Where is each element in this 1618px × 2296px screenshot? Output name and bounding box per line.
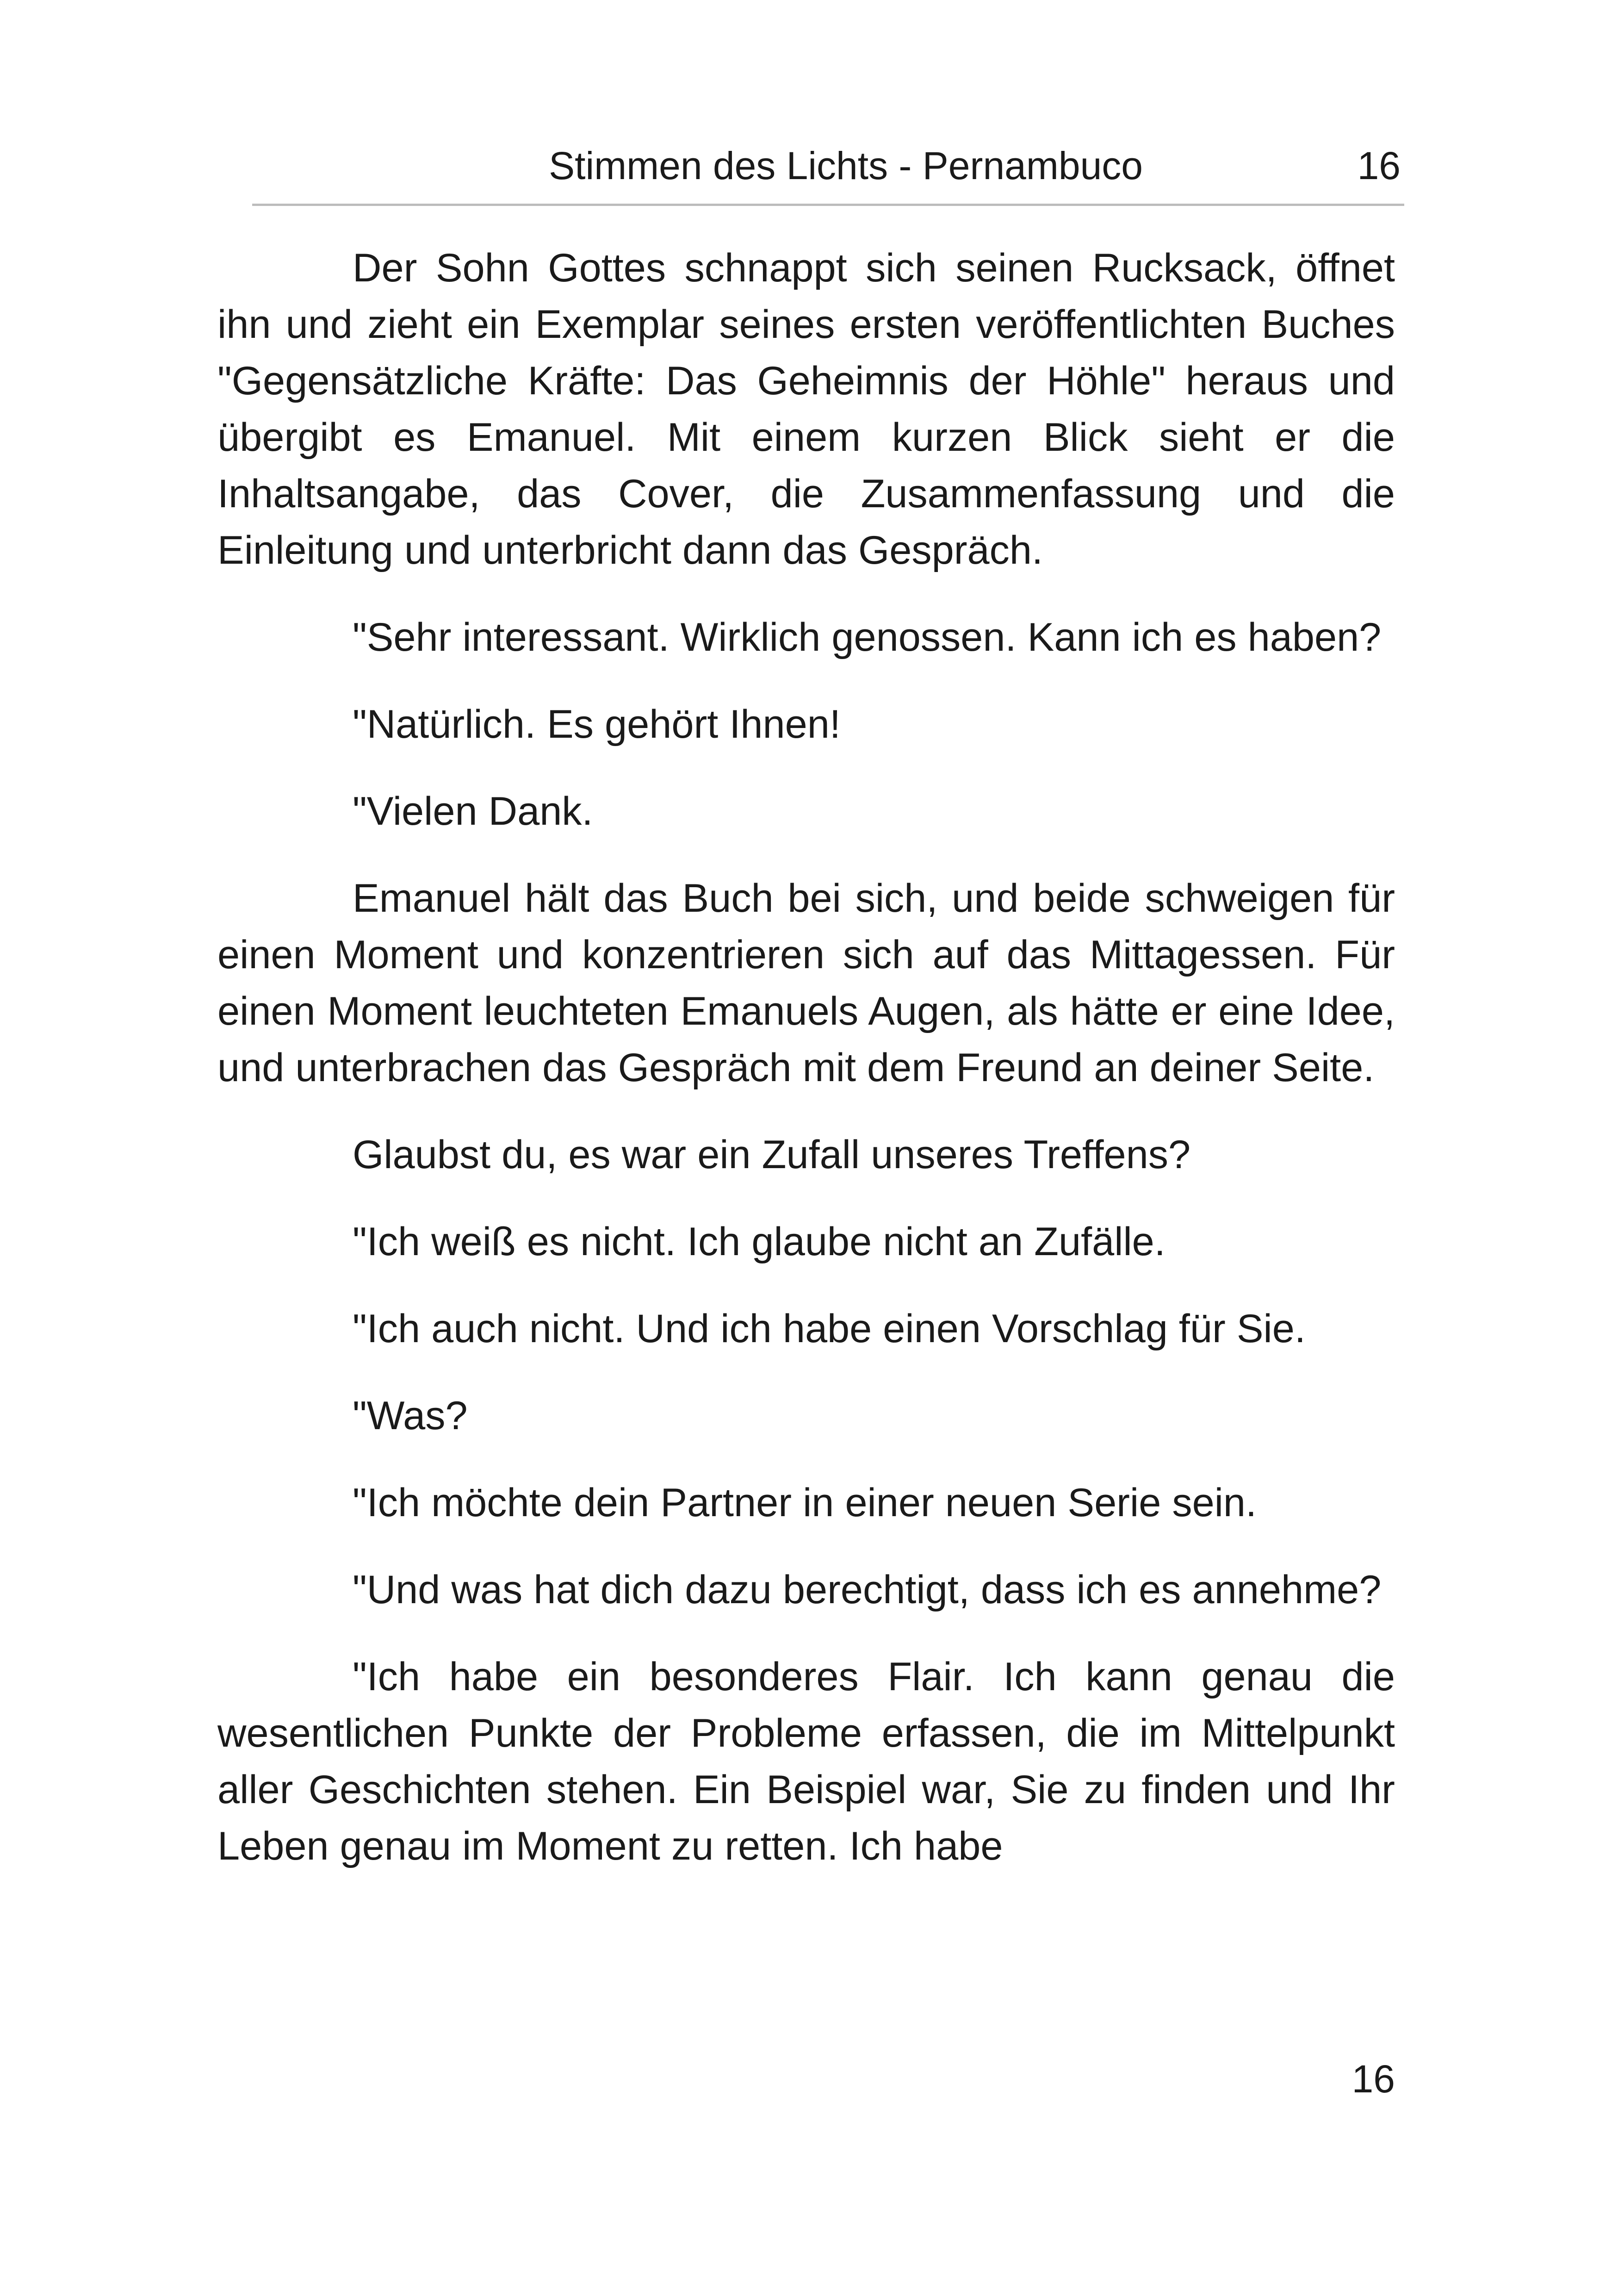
paragraph: "Was? [353, 1394, 468, 1438]
header-book-title: Stimmen des Lichts - Pernambuco [549, 144, 1143, 187]
paragraph: "Vielen Dank. [353, 789, 593, 834]
paragraph: Emanuel hält das Buch bei sich, und beide schweigen für einen Moment und konzentrieren sich auf das Mittagessen. Für einen Moment leuchteten Emanuels Augen, als hätte er eine Idee, und unterbrachen das Gespräch mit dem Freund an deiner Seite. [217, 876, 1395, 1090]
paragraph: "Ich auch nicht. Und ich habe einen Vorschlag für Sie. [353, 1307, 1306, 1351]
paragraph: "Ich weiß es nicht. Ich glaube nicht an Zufälle. [353, 1220, 1165, 1264]
header-page-number: 16 [1357, 144, 1401, 187]
paragraph: "Natürlich. Es gehört Ihnen! [353, 702, 841, 747]
paragraph: "Sehr interessant. Wirklich genossen. Kann ich es haben? [353, 615, 1382, 660]
footer-page-number: 16 [1351, 2057, 1395, 2101]
paragraph: Der Sohn Gottes schnappt sich seinen Rucksack, öffnet ihn und zieht ein Exemplar seines ersten veröffentlichten Buches "Gegensätzliche Kräfte: Das Geheimnis der Höhle" heraus und übergibt es Emanuel. Mit einem kurzen Blick sieht er die Inhaltsangabe, das Cover, die Zusammenfassung und die Einleitung und unterbricht dann das Gespräch. [217, 246, 1395, 572]
paragraph: "Und was hat dich dazu berechtigt, dass ich es annehme? [353, 1568, 1382, 1612]
running-header [252, 134, 1404, 206]
body-text [217, 240, 1395, 1905]
paragraph: Glaubst du, es war ein Zufall unseres Treffens? [353, 1132, 1191, 1177]
paragraph: "Ich habe ein besonderes Flair. Ich kann genau die wesentlichen Punkte der Probleme erfassen, die im Mittelpunkt aller Geschichten stehen. Ein Beispiel war, Sie zu finden und Ihr Leben genau im Moment zu retten. Ich habe [217, 1655, 1395, 1868]
paragraph: "Ich möchte dein Partner in einer neuen Serie sein. [353, 1481, 1257, 1525]
